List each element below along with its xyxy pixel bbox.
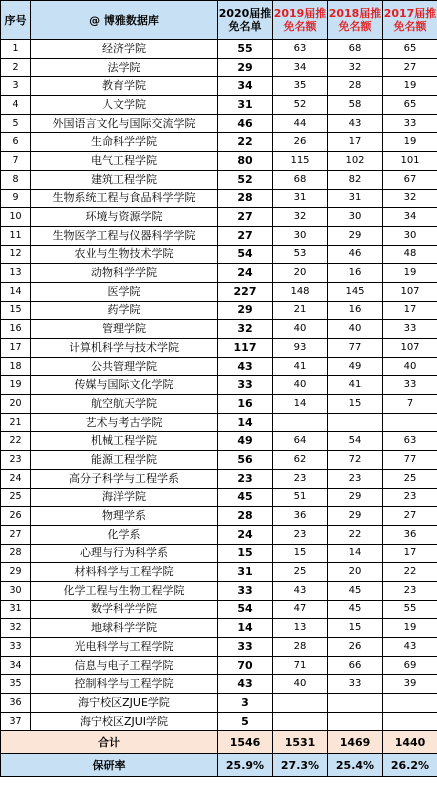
row-2020: 33: [218, 638, 273, 657]
row-seq: 16: [1, 320, 31, 339]
row-seq: 8: [1, 170, 31, 189]
row-2019: 31: [273, 189, 328, 208]
rate-2020: 25.9%: [218, 754, 273, 777]
row-2019: 14: [273, 395, 328, 414]
table-row: [1, 507, 437, 526]
row-2019: 41: [273, 357, 328, 376]
row-seq: 37: [1, 712, 31, 731]
row-college: 机械工程学院: [31, 432, 218, 451]
row-2019: 15: [273, 544, 328, 563]
row-college: 海宁校区ZJUI学院: [31, 712, 218, 731]
total-2018: 1469: [328, 731, 383, 754]
table-row: [1, 170, 437, 189]
row-2019: 47: [273, 600, 328, 619]
row-seq: 2: [1, 58, 31, 77]
row-2020: 5: [218, 712, 273, 731]
row-2018: 29: [328, 488, 383, 507]
row-2017: 67: [383, 170, 437, 189]
row-college: 药学院: [31, 301, 218, 320]
row-2019: 25: [273, 563, 328, 582]
row-seq: 33: [1, 638, 31, 657]
row-college: 法学院: [31, 58, 218, 77]
row-2017: 32: [383, 189, 437, 208]
row-2017: 19: [383, 264, 437, 283]
table-row: [1, 226, 437, 245]
row-2018: 82: [328, 170, 383, 189]
row-2019: 23: [273, 469, 328, 488]
table-row: [1, 245, 437, 264]
table-row: [1, 451, 437, 470]
row-2019: 40: [273, 675, 328, 694]
table-row: [1, 357, 437, 376]
table-row: [1, 544, 437, 563]
row-2017: 25: [383, 469, 437, 488]
row-seq: 26: [1, 507, 31, 526]
row-2020: 3: [218, 694, 273, 713]
row-college: 化学工程与生物工程学院: [31, 581, 218, 600]
row-2018: 45: [328, 581, 383, 600]
row-seq: 18: [1, 357, 31, 376]
row-seq: 6: [1, 133, 31, 152]
total-2019: 1531: [273, 731, 328, 754]
table-row: [1, 301, 437, 320]
table-body: [1, 40, 437, 731]
row-seq: 14: [1, 282, 31, 301]
row-college: 艺术与考古学院: [31, 413, 218, 432]
row-2018: 77: [328, 339, 383, 358]
header-2019: 2019届推免名额: [273, 1, 328, 40]
row-2018: 68: [328, 40, 383, 59]
row-2017: [383, 712, 437, 731]
row-2019: 63: [273, 40, 328, 59]
row-2019: 13: [273, 619, 328, 638]
row-2017: [383, 694, 437, 713]
row-2020: 14: [218, 619, 273, 638]
table-row: [1, 264, 437, 283]
row-2017: 33: [383, 320, 437, 339]
table-row: [1, 488, 437, 507]
row-2017: 48: [383, 245, 437, 264]
row-2020: 29: [218, 58, 273, 77]
table-row: [1, 189, 437, 208]
table-row: [1, 563, 437, 582]
row-2019: 30: [273, 226, 328, 245]
table-row: [1, 656, 437, 675]
row-2019: 115: [273, 152, 328, 171]
row-2018: 66: [328, 656, 383, 675]
row-2018: [328, 694, 383, 713]
table-row: [1, 208, 437, 227]
table-row: [1, 619, 437, 638]
row-2020: 14: [218, 413, 273, 432]
table-row: [1, 581, 437, 600]
table-row: [1, 694, 437, 713]
table-row: [1, 114, 437, 133]
row-seq: 28: [1, 544, 31, 563]
row-2018: 102: [328, 152, 383, 171]
row-2020: 49: [218, 432, 273, 451]
row-college: 生命科学学院: [31, 133, 218, 152]
row-2018: 22: [328, 525, 383, 544]
table-row: [1, 77, 437, 96]
row-2017: 107: [383, 339, 437, 358]
table-row: [1, 638, 437, 657]
row-college: 经济学院: [31, 40, 218, 59]
table-row: [1, 96, 437, 115]
row-2018: 49: [328, 357, 383, 376]
row-seq: 22: [1, 432, 31, 451]
row-2019: 34: [273, 58, 328, 77]
row-2018: 145: [328, 282, 383, 301]
row-2020: 227: [218, 282, 273, 301]
row-2017: 65: [383, 96, 437, 115]
row-seq: 10: [1, 208, 31, 227]
row-seq: 11: [1, 226, 31, 245]
row-2017: 69: [383, 656, 437, 675]
row-2020: 27: [218, 226, 273, 245]
row-college: 物理学系: [31, 507, 218, 526]
total-2020: 1546: [218, 731, 273, 754]
row-2017: 34: [383, 208, 437, 227]
row-2019: 64: [273, 432, 328, 451]
row-2018: 28: [328, 77, 383, 96]
row-2017: 40: [383, 357, 437, 376]
row-2018: 31: [328, 189, 383, 208]
row-seq: 17: [1, 339, 31, 358]
rate-2017: 26.2%: [383, 754, 437, 777]
row-college: 医学院: [31, 282, 218, 301]
table-row: [1, 320, 437, 339]
row-2017: 22: [383, 563, 437, 582]
row-college: 材料科学与工程学院: [31, 563, 218, 582]
row-college: 电气工程学院: [31, 152, 218, 171]
row-college: 公共管理学院: [31, 357, 218, 376]
row-2019: 40: [273, 376, 328, 395]
row-2017: 39: [383, 675, 437, 694]
row-college: 海宁校区ZJUE学院: [31, 694, 218, 713]
row-seq: 32: [1, 619, 31, 638]
row-2020: 43: [218, 357, 273, 376]
row-2020: 22: [218, 133, 273, 152]
row-college: 化学系: [31, 525, 218, 544]
row-2019: 40: [273, 320, 328, 339]
row-2017: 43: [383, 638, 437, 657]
row-seq: 3: [1, 77, 31, 96]
row-2020: 31: [218, 563, 273, 582]
row-2020: 52: [218, 170, 273, 189]
row-seq: 4: [1, 96, 31, 115]
row-college: 动物科学学院: [31, 264, 218, 283]
row-2017: 77: [383, 451, 437, 470]
row-2018: [328, 413, 383, 432]
row-2019: 44: [273, 114, 328, 133]
row-2019: 32: [273, 208, 328, 227]
row-2017: 19: [383, 133, 437, 152]
header-source: @ 博雅数据库: [31, 1, 218, 40]
row-2018: 23: [328, 469, 383, 488]
row-2017: 17: [383, 301, 437, 320]
total-2017: 1440: [383, 731, 437, 754]
row-2018: 46: [328, 245, 383, 264]
row-2020: 70: [218, 656, 273, 675]
table-row: [1, 395, 437, 414]
row-2020: 28: [218, 189, 273, 208]
row-seq: 19: [1, 376, 31, 395]
row-2020: 34: [218, 77, 273, 96]
row-seq: 24: [1, 469, 31, 488]
table-row: [1, 282, 437, 301]
row-2020: 31: [218, 96, 273, 115]
header-row: [1, 1, 437, 40]
rate-2019: 27.3%: [273, 754, 328, 777]
row-college: 生物系统工程与食品科学学院: [31, 189, 218, 208]
row-seq: 13: [1, 264, 31, 283]
row-2017: 19: [383, 619, 437, 638]
row-2019: 23: [273, 525, 328, 544]
row-2018: 58: [328, 96, 383, 115]
header-seq: 序号: [1, 1, 31, 40]
table-row: [1, 58, 437, 77]
row-2020: 24: [218, 525, 273, 544]
row-2017: 23: [383, 581, 437, 600]
row-2019: 43: [273, 581, 328, 600]
total-label: 合计: [1, 731, 218, 754]
row-seq: 20: [1, 395, 31, 414]
row-2020: 117: [218, 339, 273, 358]
row-2020: 54: [218, 245, 273, 264]
row-college: 人文学院: [31, 96, 218, 115]
row-2020: 43: [218, 675, 273, 694]
row-2020: 33: [218, 581, 273, 600]
table-row: [1, 469, 437, 488]
row-2017: 55: [383, 600, 437, 619]
header-2018: 2018届推免名额: [328, 1, 383, 40]
row-2017: 107: [383, 282, 437, 301]
row-seq: 36: [1, 694, 31, 713]
row-2020: 15: [218, 544, 273, 563]
row-2019: 20: [273, 264, 328, 283]
row-seq: 9: [1, 189, 31, 208]
row-college: 外国语言文化与国际交流学院: [31, 114, 218, 133]
row-seq: 27: [1, 525, 31, 544]
row-2019: [273, 712, 328, 731]
row-seq: 25: [1, 488, 31, 507]
row-2017: 17: [383, 544, 437, 563]
row-2020: 27: [218, 208, 273, 227]
row-seq: 5: [1, 114, 31, 133]
row-2020: 46: [218, 114, 273, 133]
total-row: [1, 731, 437, 754]
row-college: 航空航天学院: [31, 395, 218, 414]
row-2018: 72: [328, 451, 383, 470]
row-2018: 40: [328, 320, 383, 339]
row-college: 环境与资源学院: [31, 208, 218, 227]
row-2018: 45: [328, 600, 383, 619]
row-2020: 16: [218, 395, 273, 414]
row-2017: 36: [383, 525, 437, 544]
row-2020: 29: [218, 301, 273, 320]
table-row: [1, 133, 437, 152]
row-2017: 7: [383, 395, 437, 414]
row-seq: 34: [1, 656, 31, 675]
table-row: [1, 40, 437, 59]
row-2017: 33: [383, 376, 437, 395]
row-college: 管理学院: [31, 320, 218, 339]
row-2020: 80: [218, 152, 273, 171]
row-2019: 93: [273, 339, 328, 358]
row-college: 控制科学与工程学院: [31, 675, 218, 694]
row-2018: 54: [328, 432, 383, 451]
row-2019: 71: [273, 656, 328, 675]
row-seq: 30: [1, 581, 31, 600]
row-2020: 28: [218, 507, 273, 526]
table-row: [1, 376, 437, 395]
row-seq: 15: [1, 301, 31, 320]
row-college: 教育学院: [31, 77, 218, 96]
row-2019: 148: [273, 282, 328, 301]
row-college: 数学科学学院: [31, 600, 218, 619]
row-2017: 65: [383, 40, 437, 59]
row-seq: 7: [1, 152, 31, 171]
row-2018: 15: [328, 395, 383, 414]
row-college: 光电科学与工程学院: [31, 638, 218, 657]
row-2017: 33: [383, 114, 437, 133]
row-seq: 29: [1, 563, 31, 582]
row-2018: 32: [328, 58, 383, 77]
row-2017: 30: [383, 226, 437, 245]
row-2018: [328, 712, 383, 731]
row-2019: 21: [273, 301, 328, 320]
row-college: 海洋学院: [31, 488, 218, 507]
row-2017: 23: [383, 488, 437, 507]
row-2020: 24: [218, 264, 273, 283]
row-2019: [273, 413, 328, 432]
row-2020: 56: [218, 451, 273, 470]
row-2018: 15: [328, 619, 383, 638]
row-2017: 63: [383, 432, 437, 451]
row-2018: 41: [328, 376, 383, 395]
row-2018: 16: [328, 264, 383, 283]
rate-row: [1, 754, 437, 777]
rate-label: 保研率: [1, 754, 218, 777]
row-2017: 27: [383, 58, 437, 77]
row-2018: 26: [328, 638, 383, 657]
rate-2018: 25.4%: [328, 754, 383, 777]
row-2017: 101: [383, 152, 437, 171]
table-row: [1, 600, 437, 619]
row-college: 地球科学学院: [31, 619, 218, 638]
row-2020: 32: [218, 320, 273, 339]
row-2019: 68: [273, 170, 328, 189]
row-2018: 43: [328, 114, 383, 133]
row-2020: 55: [218, 40, 273, 59]
row-2019: 28: [273, 638, 328, 657]
row-seq: 12: [1, 245, 31, 264]
table-row: [1, 413, 437, 432]
table-row: [1, 675, 437, 694]
row-seq: 1: [1, 40, 31, 59]
row-2017: 19: [383, 77, 437, 96]
table-row: [1, 525, 437, 544]
row-college: 生物医学工程与仪器科学学院: [31, 226, 218, 245]
row-seq: 21: [1, 413, 31, 432]
row-college: 建筑工程学院: [31, 170, 218, 189]
row-2020: 45: [218, 488, 273, 507]
row-2020: 23: [218, 469, 273, 488]
row-2018: 33: [328, 675, 383, 694]
row-college: 农业与生物技术学院: [31, 245, 218, 264]
row-college: 能源工程学院: [31, 451, 218, 470]
row-2019: 52: [273, 96, 328, 115]
row-seq: 23: [1, 451, 31, 470]
row-2019: 62: [273, 451, 328, 470]
table-row: [1, 712, 437, 731]
row-2017: 27: [383, 507, 437, 526]
row-2019: [273, 694, 328, 713]
row-2019: 36: [273, 507, 328, 526]
table-row: [1, 152, 437, 171]
row-college: 计算机科学与技术学院: [31, 339, 218, 358]
row-2018: 14: [328, 544, 383, 563]
row-college: 高分子科学与工程学系: [31, 469, 218, 488]
row-seq: 35: [1, 675, 31, 694]
header-2020: 2020届推免名单: [218, 1, 273, 40]
row-2018: 20: [328, 563, 383, 582]
row-2018: 30: [328, 208, 383, 227]
row-college: 传媒与国际文化学院: [31, 376, 218, 395]
row-2020: 33: [218, 376, 273, 395]
row-2019: 35: [273, 77, 328, 96]
row-2019: 26: [273, 133, 328, 152]
row-2020: 54: [218, 600, 273, 619]
header-2017: 2017届推免名额: [383, 1, 437, 40]
row-2018: 17: [328, 133, 383, 152]
row-2018: 29: [328, 507, 383, 526]
row-seq: 31: [1, 600, 31, 619]
table-row: [1, 432, 437, 451]
row-2019: 51: [273, 488, 328, 507]
row-2019: 53: [273, 245, 328, 264]
row-2017: [383, 413, 437, 432]
row-2018: 16: [328, 301, 383, 320]
row-college: 心理与行为科学系: [31, 544, 218, 563]
row-2018: 29: [328, 226, 383, 245]
table-row: [1, 339, 437, 358]
row-college: 信息与电子工程学院: [31, 656, 218, 675]
